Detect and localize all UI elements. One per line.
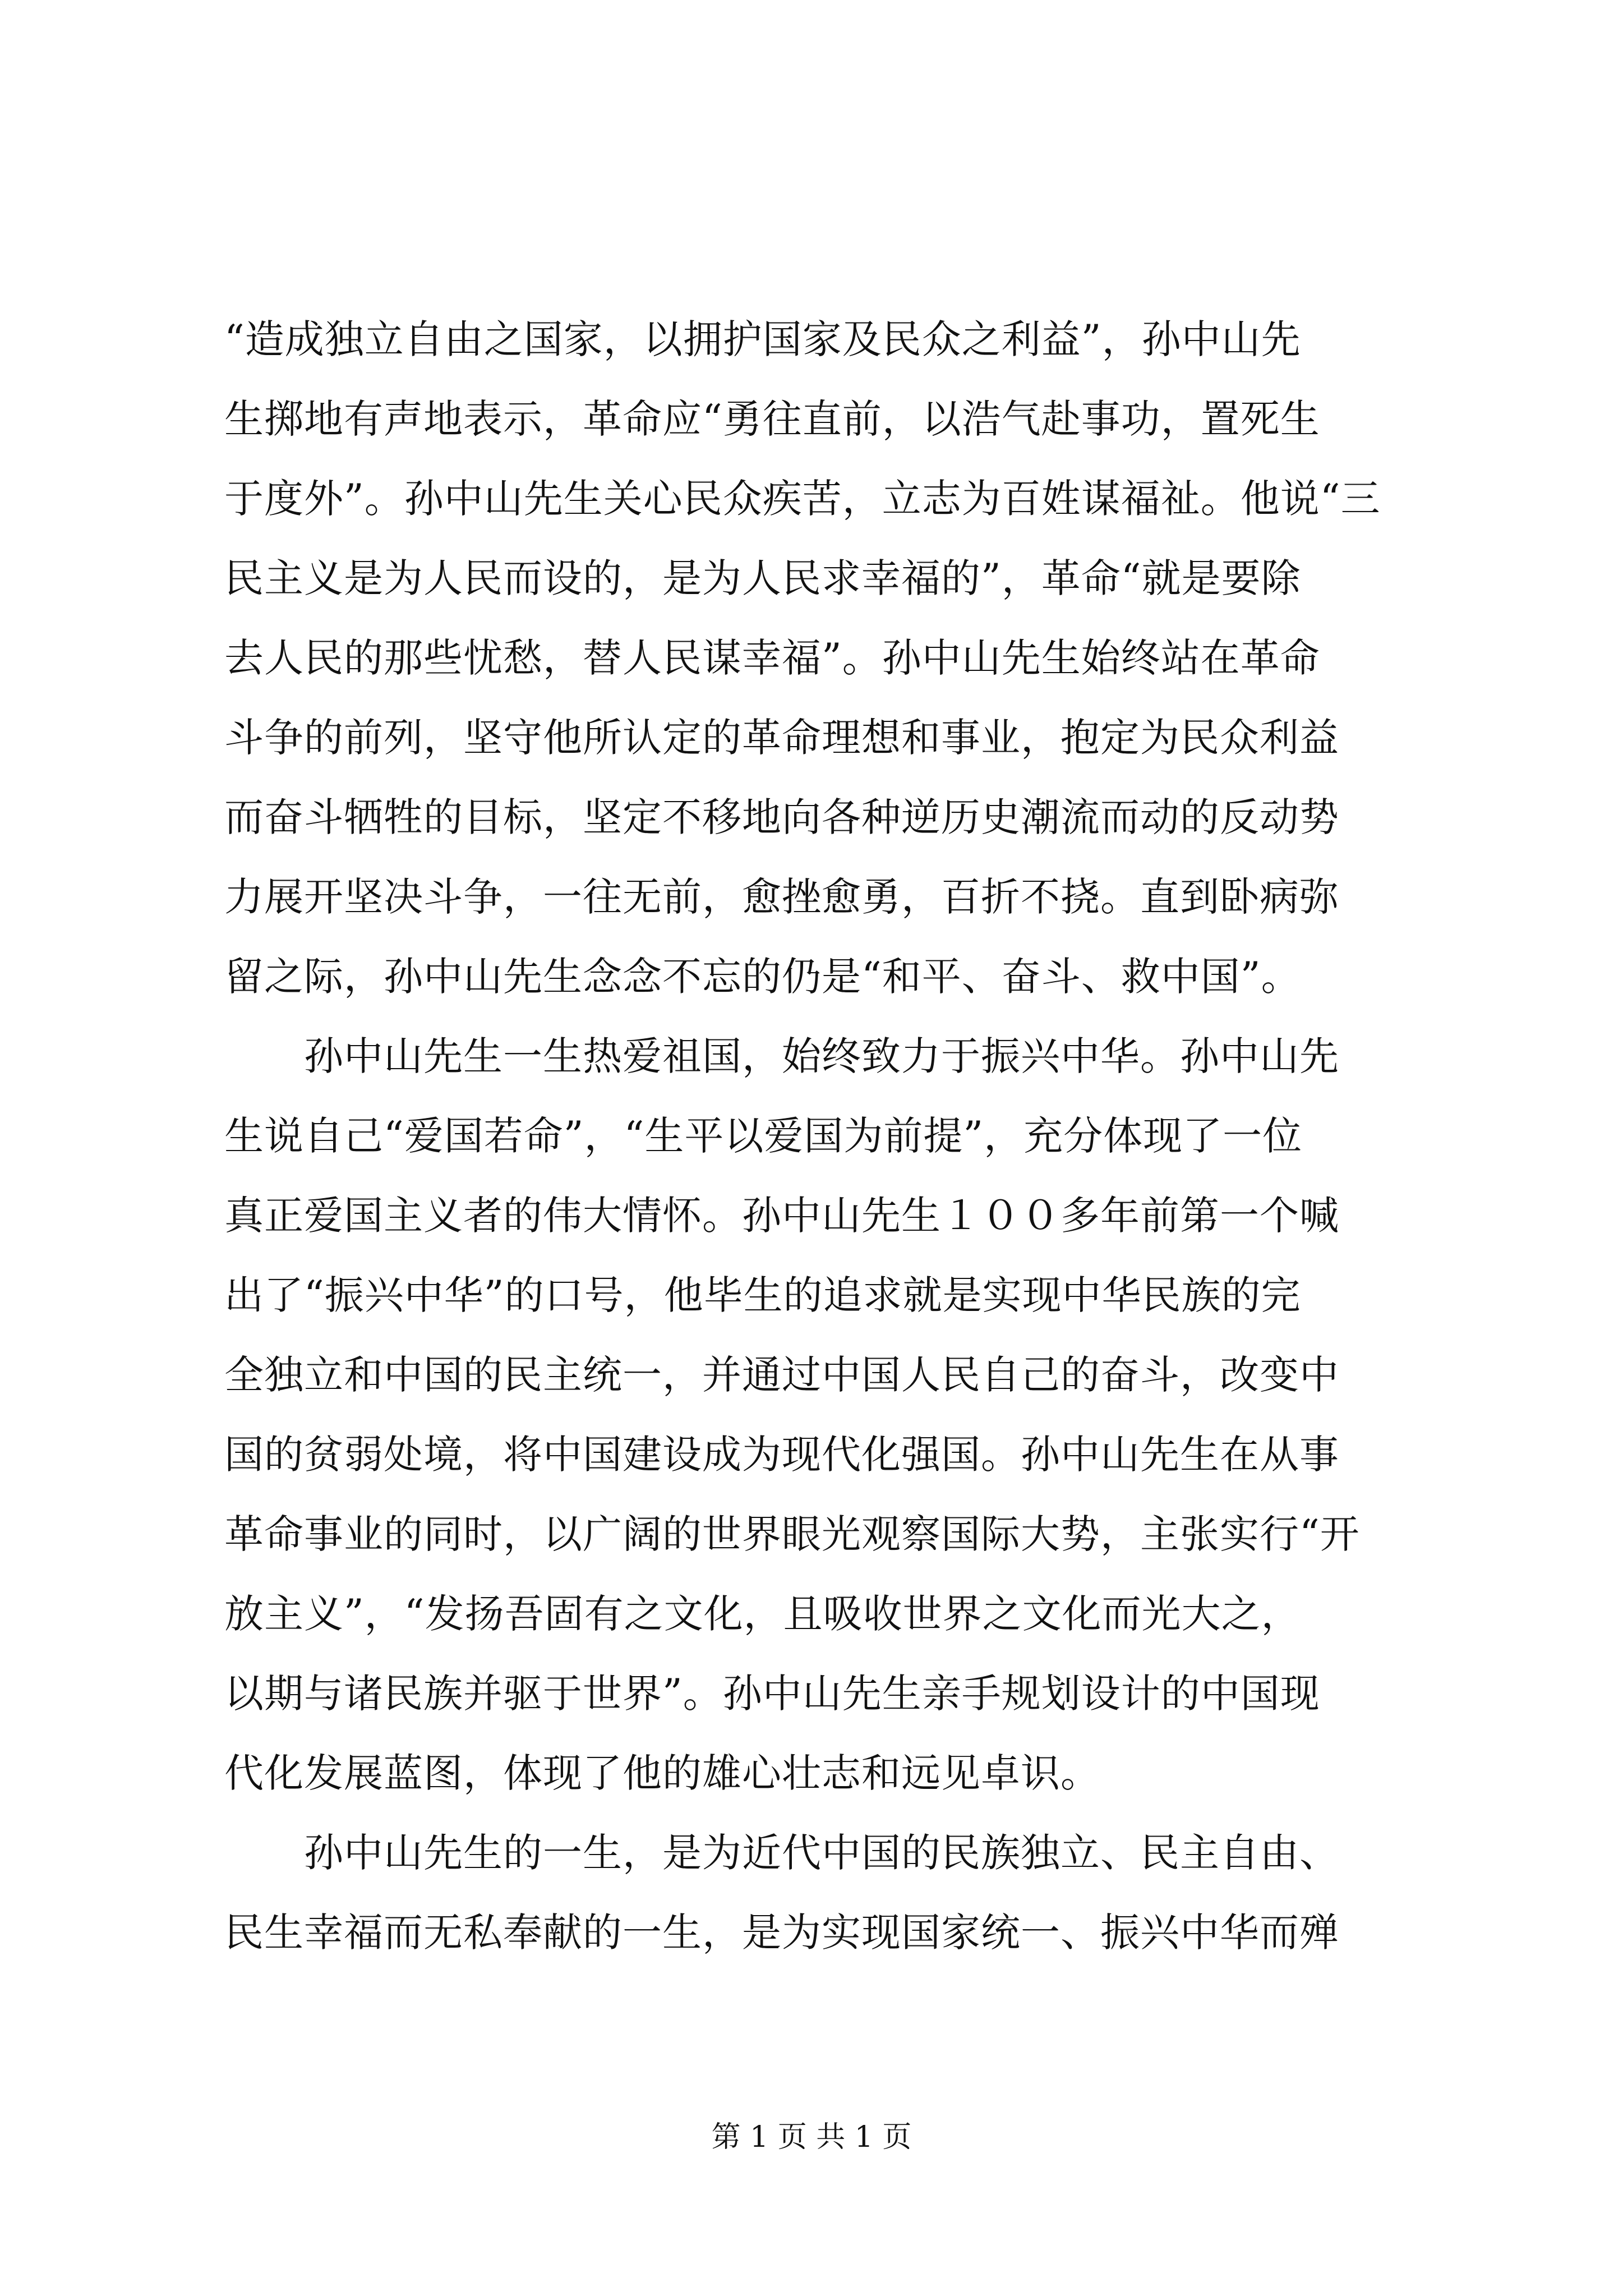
text-line: “造成独立自由之国家，以拥护国家及民众之利益”，孙中山先 — [224, 316, 1301, 362]
page-footer: 第 1 页 共 1 页 — [711, 2120, 912, 2154]
text-line: 斗争的前列，坚守他所认定的革命理想和事业，抱定为民众利益 — [224, 715, 1339, 761]
text-line: 放主义”，“发扬吾固有之文化，且吸收世界之文化而光大之， — [224, 1591, 1301, 1637]
text-line: 全独立和中国的民主统一，并通过中国人民自己的奋斗，改变中 — [224, 1352, 1339, 1398]
text-line: 孙中山先生一生热爱祖国，始终致力于振兴中华。孙中山先 — [224, 1033, 1339, 1079]
text-line: 去人民的那些忧愁，替人民谋幸福”。孙中山先生始终站在革命 — [224, 635, 1320, 681]
text-line: 国的贫弱处境，将中国建设成为现代化强国。孙中山先生在从事 — [224, 1432, 1339, 1478]
text-line: 真正爱国主义者的伟大情怀。孙中山先生１００多年前第一个喊 — [224, 1193, 1339, 1239]
text-line: 于度外”。孙中山先生关心民众疾苦，立志为百姓谋福祉。他说“三 — [224, 476, 1381, 522]
text-line: 力展开坚决斗争，一往无前，愈挫愈勇，百折不挠。直到卧病弥 — [224, 874, 1339, 920]
text-line: 代化发展蓝图，体现了他的雄心壮志和远见卓识。 — [224, 1750, 1100, 1796]
text-line: 孙中山先生的一生，是为近代中国的民族独立、民主自由、 — [224, 1830, 1339, 1876]
text-line: 出了“振兴中华”的口号，他毕生的追求就是实现中华民族的完 — [224, 1272, 1301, 1318]
text-line: 生说自己“爱国若命”，“生平以爱国为前提”，充分体现了一位 — [224, 1113, 1303, 1159]
text-line: 以期与诸民族并驱于世界”。孙中山先生亲手规划设计的中国现 — [224, 1671, 1320, 1717]
text-line: 而奋斗牺牲的目标，坚定不移地向各种逆历史潮流而动的反动势 — [224, 794, 1339, 840]
text-line: 民主义是为人民而设的，是为人民求幸福的”，革命“就是要除 — [224, 555, 1301, 601]
text-line: 民生幸福而无私奉献的一生，是为实现国家统一、振兴中华而殚 — [224, 1910, 1339, 1955]
text-line: 生掷地有声地表示，革命应“勇往直前，以浩气赴事功，置死生 — [224, 396, 1320, 442]
text-line: 留之际，孙中山先生念念不忘的仍是“和平、奋斗、救中国”。 — [224, 954, 1301, 1000]
body-text — [224, 300, 1430, 1972]
text-line: 革命事业的同时，以广阔的世界眼光观察国际大势，主张实行“开 — [224, 1511, 1360, 1557]
